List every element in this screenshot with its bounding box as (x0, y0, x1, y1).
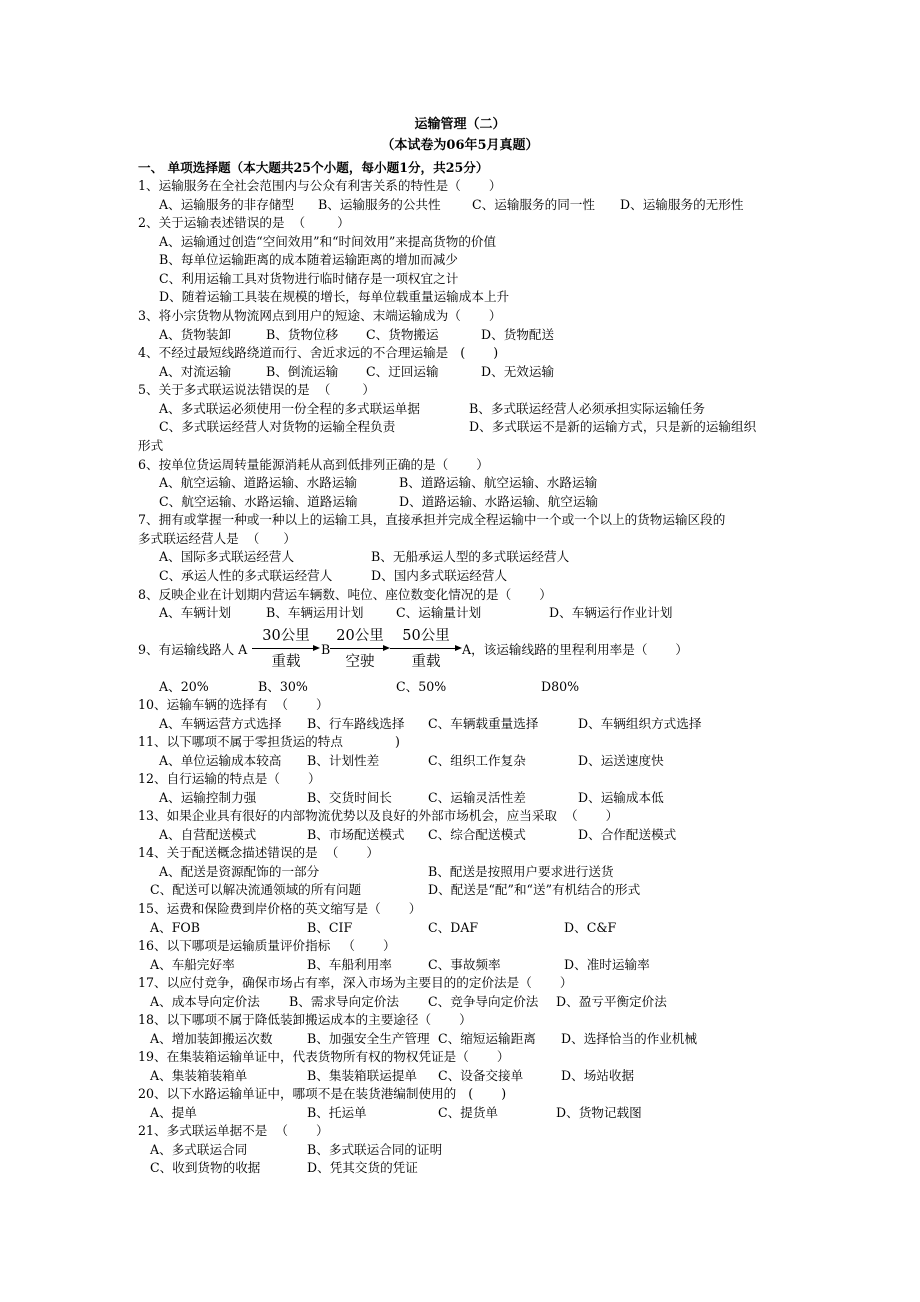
option-c: C、收到货物的收据 (150, 1160, 261, 1175)
option-b: B、计划性差 (307, 753, 380, 768)
option-b: B、货物位移 (266, 327, 339, 342)
option-c: C、车辆载重量选择 (428, 716, 539, 731)
option-a: A、自营配送模式 (159, 827, 257, 842)
option-d: D、道路运输、水路运输、航空运输 (399, 494, 599, 509)
option-d: D、货物配送 (481, 327, 555, 342)
option-d: D、盈亏平衡定价法 (556, 994, 667, 1009)
segment-load: 空驶 (345, 654, 375, 670)
option-a: A、配送是资源配饰的一部分 (159, 864, 320, 879)
option-a: A、运输通过创造“空间效用”和“时间效用”来提高货物的价值 (159, 234, 497, 249)
option-c: C、配送可以解决流通领域的所有问题 (150, 882, 362, 897)
option-c: C、综合配送模式 (428, 827, 526, 842)
option-b: B、30% (258, 679, 308, 694)
question-stem: 1、运输服务在全社会范围内与公众有利害关系的特性是（ ） (138, 178, 502, 193)
option-d: D、货物记载图 (556, 1105, 642, 1120)
option-c: C、运输灵活性差 (428, 790, 526, 805)
option-a: A、货物装卸 (159, 327, 232, 342)
option-a: A、车船完好率 (150, 957, 235, 972)
option-a: A、成本导向定价法 (150, 994, 260, 1009)
option-a: A、多式联运必须使用一份全程的多式联运单据 (159, 401, 420, 416)
question-stem: 8、反映企业在计划期内营运车辆数、吨位、座位数变化情况的是（ ） (138, 587, 552, 602)
option-a: A、运输服务的非存储型 (159, 197, 295, 212)
option-b: B、多式联运经营人必须承担实际运输任务 (469, 401, 705, 416)
option-b: B、行车路线选择 (307, 716, 405, 731)
option-c: C、承运人性的多式联运经营人 (159, 568, 333, 583)
option-b: B、CIF (307, 920, 353, 935)
option-c: C、运输服务的同一性 (472, 197, 595, 212)
option-a: A、FOB (150, 920, 201, 935)
option-b: B、交货时间长 (307, 790, 392, 805)
option-d: D、选择恰当的作业机械 (561, 1031, 698, 1046)
option-c: C、设备交接单 (438, 1068, 524, 1083)
question-stem: 7、拥有或掌握一种或一种以上的运输工具，直接承担并完成全程运输中一个或一个以上的货物运输区段的 (138, 512, 726, 527)
option-a: A、单位运输成本较高 (159, 753, 282, 768)
question-stem: 3、将小宗货物从物流网点到用户的短途、末端运输成为（ ） (138, 308, 502, 323)
option-c: C、组织工作复杂 (428, 753, 526, 768)
question-stem: 18、以下哪项不属于降低装卸搬运成本的主要途径（ ） (138, 1012, 472, 1027)
route-segment-1 (252, 626, 320, 672)
segment-load: 重载 (411, 654, 441, 670)
option-d: D、C&F (564, 920, 617, 935)
option-d: D、车辆运行作业计划 (549, 605, 673, 620)
question-stem: 13、如果企业具有很好的内部物流优势以及良好的外部市场机会，应当采取 （ ） (138, 808, 619, 823)
segment-distance: 30公里 (262, 628, 310, 644)
option-b: B、车辆运用计划 (266, 605, 364, 620)
arrow-right-icon (390, 646, 462, 652)
question-stem: 2、关于运输表述错误的是 （ ） (138, 215, 350, 230)
option-c: C、多式联运经营人对货物的运输全程负责 (159, 419, 396, 434)
arrow-right-icon (330, 646, 390, 652)
option-b: B、车船利用率 (307, 957, 392, 972)
option-c: C、航空运输、水路运输、道路运输 (159, 494, 358, 509)
page-subtitle: （本试卷为06年5月真题） (381, 138, 539, 153)
option-d: D、运送速度快 (578, 753, 664, 768)
option-a: A、航空运输、道路运输、水路运输 (159, 475, 358, 490)
question-stem: 11、以下哪项不属于零担货运的特点 ) (138, 734, 400, 749)
page-title: 运输管理（二） (414, 117, 506, 132)
option-d: D、凭其交货的凭证 (307, 1160, 418, 1175)
option-b: B、配送是按照用户要求进行送货 (428, 864, 614, 879)
question-stem: 19、在集装箱运输单证中，代表货物所有权的物权凭证是（ ） (138, 1049, 510, 1064)
option-b: B、道路运输、航空运输、水路运输 (399, 475, 598, 490)
option-d: D、准时运输率 (564, 957, 650, 972)
option-c: C、利用运输工具对货物进行临时储存是一项权宜之计 (159, 271, 459, 286)
question-stem: 20、以下水路运输单证中，哪项不是在装货港编制使用的 ( ) (138, 1086, 507, 1101)
option-a: A、国际多式联运经营人 (159, 549, 295, 564)
option-c: C、缩短运输距离 (438, 1031, 536, 1046)
segment-distance: 20公里 (336, 628, 384, 644)
option-b: B、倒流运输 (266, 364, 339, 379)
question-stem: 5、关于多式联运说法错误的是 （ ） (138, 382, 375, 397)
option-d: D、多式联运不是新的运输方式，只是新的运输组织 (469, 419, 757, 434)
option-a: A、提单 (150, 1105, 197, 1120)
question-stem: 12、自行运输的特点是（ ） (138, 771, 321, 786)
question-stem: 17、以应付竞争，确保市场占有率，深入市场为主要目的的定价法是（ ） (138, 975, 573, 990)
option-c: C、迂回运输 (366, 364, 439, 379)
option-a: A、对流运输 (159, 364, 232, 379)
question-stem-continued: A，该运输线路的里程利用率是（ ） (462, 642, 689, 657)
section-heading: 一、 单项选择题（本大题共25个小题，每小题1分，共25分） (138, 160, 489, 175)
option-a: A、车辆计划 (159, 605, 232, 620)
option-c: C、运输量计划 (396, 605, 482, 620)
question-stem: 6、按单位货运周转量能源消耗从高到低排列正确的是（ ） (138, 457, 489, 472)
option-c: C、竞争导向定价法 (428, 994, 539, 1009)
option-b: B、需求导向定价法 (289, 994, 400, 1009)
option-d: D、无效运输 (481, 364, 555, 379)
option-b: B、每单位运输距离的成本随着运输距离的增加而减少 (159, 252, 458, 267)
question-stem: 21、多式联运单据不是 （ ） (138, 1123, 329, 1138)
option-c: C、事故频率 (428, 957, 501, 972)
question-stem: 9、有运输线路人 A (138, 642, 248, 657)
option-c: C、货物搬运 (366, 327, 439, 342)
segment-load: 重载 (271, 654, 301, 670)
question-stem: 14、关于配送概念描述错误的是 （ ） (138, 845, 379, 860)
option-c: C、提货单 (438, 1105, 499, 1120)
option-b: B、集装箱联运提单 (307, 1068, 418, 1083)
option-b: B、无船承运人型的多式联运经营人 (371, 549, 570, 564)
option-d: D、合作配送模式 (578, 827, 677, 842)
option-c: C、50% (396, 679, 447, 694)
question-stem-continued: 多式联运经营人是 （ ） (138, 531, 296, 546)
option-b: B、多式联运合同的证明 (307, 1142, 443, 1157)
question-stem: 16、以下哪项是运输质量评价指标 （ ） (138, 938, 396, 953)
option-b: B、加强安全生产管理 (307, 1031, 430, 1046)
option-d: D、运输服务的无形性 (620, 197, 744, 212)
option-d: D、随着运输工具装在规模的增长，每单位载重量运输成本上升 (159, 289, 510, 304)
segment-distance: 50公里 (402, 628, 450, 644)
route-segment-3 (390, 626, 462, 672)
option-a: A、20% (159, 679, 209, 694)
option-d-continued: 形式 (138, 438, 164, 453)
route-node-b: B (321, 642, 331, 657)
route-diagram (138, 626, 858, 674)
arrow-right-icon (252, 646, 320, 652)
option-d: D、车辆组织方式选择 (578, 716, 702, 731)
option-a: A、增加装卸搬运次数 (150, 1031, 273, 1046)
option-b: B、市场配送模式 (307, 827, 405, 842)
option-a: A、运输控制力强 (159, 790, 257, 805)
option-d: D、运输成本低 (578, 790, 664, 805)
option-d: D、场站收据 (561, 1068, 635, 1083)
option-a: A、车辆运营方式选择 (159, 716, 282, 731)
option-a: A、集装箱装箱单 (150, 1068, 248, 1083)
question-stem: 10、运输车辆的选择有 （ ） (138, 697, 329, 712)
option-b: B、托运单 (307, 1105, 367, 1120)
option-d: D、国内多式联运经营人 (371, 568, 508, 583)
route-segment-2 (330, 626, 390, 672)
option-d: D、配送是“配”和“送”有机结合的形式 (428, 882, 641, 897)
option-c: C、DAF (428, 920, 479, 935)
option-a: A、多式联运合同 (150, 1142, 248, 1157)
option-b: B、运输服务的公共性 (318, 197, 441, 212)
question-stem: 4、不经过最短线路绕道而行、舍近求远的不合理运输是 ( ) (138, 345, 499, 360)
question-stem: 15、运费和保险费到岸价格的英文缩写是（ ） (138, 901, 422, 916)
option-d: D80% (541, 679, 580, 694)
